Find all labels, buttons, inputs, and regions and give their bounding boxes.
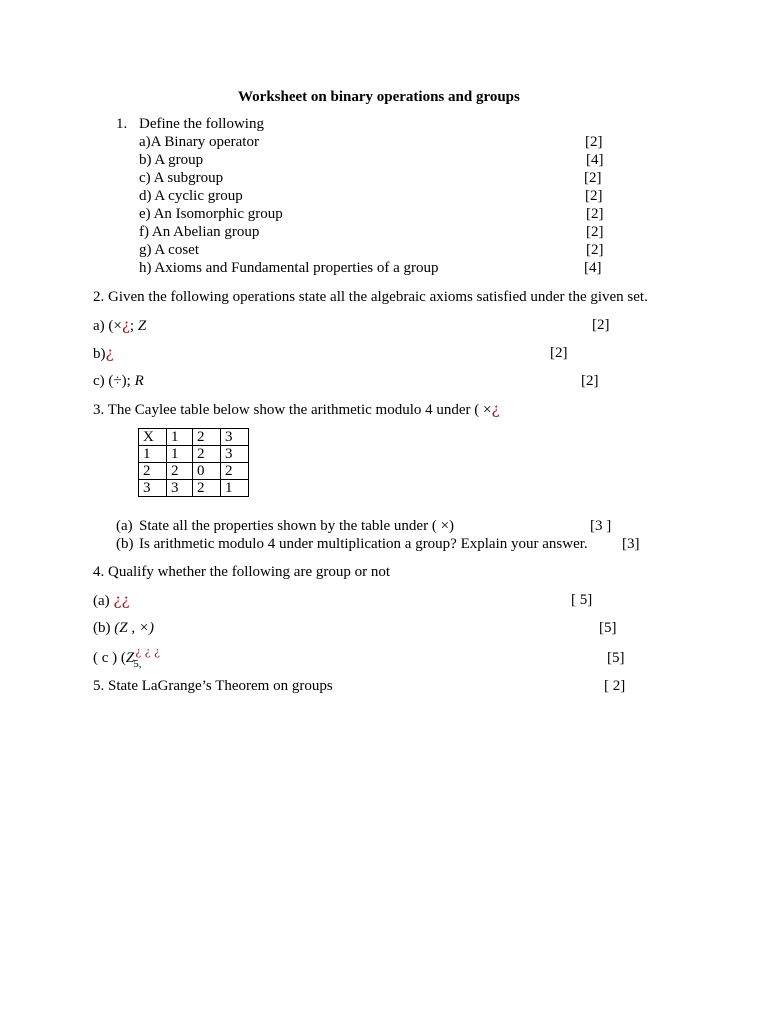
divide-symbol: (÷) — [108, 373, 127, 389]
q2-b-prefix: b) — [93, 346, 106, 362]
table-cell: 3 — [167, 480, 193, 497]
table-cell: 1 — [167, 429, 193, 446]
table-cell: 3 — [221, 446, 249, 463]
q4-a-glyph: ¿¿ — [113, 591, 130, 609]
q1-item-b-marks: [4] — [586, 152, 604, 168]
q2-a-marks: [2] — [592, 317, 610, 333]
table-cell: 2 — [193, 429, 221, 446]
table-cell: 1 — [139, 446, 167, 463]
q2-a-prefix: a) ( — [93, 318, 114, 334]
table-cell: 3 — [139, 480, 167, 497]
q1-item-e: e) An Isomorphic group — [139, 206, 283, 222]
table-row — [139, 463, 249, 480]
q2-text: 2. Given the following operations state all the algebraic axioms satisfied under the given set. — [93, 289, 648, 305]
q2-a — [93, 316, 146, 335]
q2-b-glyph: ¿ — [105, 344, 114, 362]
table-cell: 2 — [167, 463, 193, 480]
q4-b-expr: (Z , ×) — [114, 620, 154, 636]
q2-a-glyph: ¿ — [121, 316, 130, 334]
cayley-table — [138, 428, 249, 497]
q3-a-text: State all the properties shown by the table under — [139, 518, 429, 534]
times-symbol: × — [483, 402, 492, 418]
q1-item-d: d) A cyclic group — [139, 188, 243, 204]
q1-item-g-marks: [2] — [586, 242, 604, 258]
q4-c-set: Z — [125, 650, 135, 666]
q5-marks: [ 2] — [604, 678, 626, 694]
table-cell: 0 — [193, 463, 221, 480]
q1-item-h: h) Axioms and Fundamental properties of a group — [139, 260, 439, 276]
q1-item-h-marks: [4] — [584, 260, 602, 276]
page-title: Worksheet on binary operations and groups — [238, 89, 520, 105]
q3-b-label: (b) — [116, 536, 134, 552]
table-cell: 1 — [221, 480, 249, 497]
times-symbol: × — [113, 318, 122, 334]
q4-c-scripts — [133, 645, 164, 670]
q1-item-d-marks: [2] — [585, 188, 603, 204]
q3-a — [139, 517, 454, 535]
q2-b — [93, 344, 114, 363]
q5-text: 5. State LaGrange’s Theorem on groups — [93, 678, 333, 694]
q2-c — [93, 372, 144, 390]
q3-b-text: Is arithmetic modulo 4 under multiplication a group? Explain your answer. — [139, 536, 588, 552]
q1-item-c-marks: [2] — [584, 170, 602, 186]
q1-item-a: a)A Binary operator — [139, 134, 259, 150]
q1-item-b: b) A group — [139, 152, 204, 168]
q4-c-sup: ¿ ¿ ¿ — [135, 645, 160, 658]
table-row — [139, 446, 249, 463]
q2-c-tail: ; — [126, 373, 135, 389]
q4-c-sub: 5, — [133, 658, 142, 670]
table-cell: 2 — [193, 480, 221, 497]
table-cell: 1 — [167, 446, 193, 463]
table-cell: 3 — [221, 429, 249, 446]
q4-b — [93, 619, 154, 637]
q3-text-main: 3. The Caylee table below show the arithmetic modulo 4 under ( — [93, 402, 480, 418]
q2-c-set: R — [134, 373, 144, 389]
times-symbol: ( ×) — [431, 518, 455, 534]
q3-a-label: (a) — [116, 518, 133, 534]
q3-text — [93, 400, 500, 419]
q3-a-marks: [3 ] — [590, 518, 612, 534]
q1-item-c: c) A subgroup — [139, 170, 224, 186]
q4-a-prefix: (a) — [93, 593, 114, 609]
table-cell: 2 — [139, 463, 167, 480]
q4-c — [93, 645, 164, 670]
q4-b-marks: [5] — [599, 620, 617, 636]
q2-c-marks: [2] — [581, 373, 599, 389]
q1-item-a-marks: [2] — [585, 134, 603, 150]
q4-text: 4. Qualify whether the following are group or not — [93, 564, 391, 580]
q2-b-marks: [2] — [550, 345, 568, 361]
q3-b-marks: [3] — [622, 536, 640, 552]
q2-a-tail: ; — [129, 318, 138, 334]
q1-text: Define the following — [139, 116, 264, 132]
q1-item-e-marks: [2] — [586, 206, 604, 222]
q2-c-prefix: c) — [93, 373, 109, 389]
q4-a — [93, 591, 130, 610]
q1-item-g: g) A coset — [139, 242, 199, 258]
table-cell: X — [139, 429, 167, 446]
q3-glyph: ¿ — [491, 400, 500, 418]
table-row — [139, 429, 249, 446]
q4-a-marks: [ 5] — [571, 592, 593, 608]
q1-number: 1. — [116, 116, 128, 132]
q1-item-f-marks: [2] — [586, 224, 604, 240]
table-cell: 2 — [193, 446, 221, 463]
q4-c-prefix: ( c ) ( — [93, 650, 126, 666]
table-row — [139, 480, 249, 497]
q4-c-marks: [5] — [607, 650, 625, 666]
q1-item-f: f) An Abelian group — [139, 224, 260, 240]
q2-a-set: Z — [137, 318, 147, 334]
q4-b-prefix: (b) — [93, 620, 115, 636]
table-cell: 2 — [221, 463, 249, 480]
